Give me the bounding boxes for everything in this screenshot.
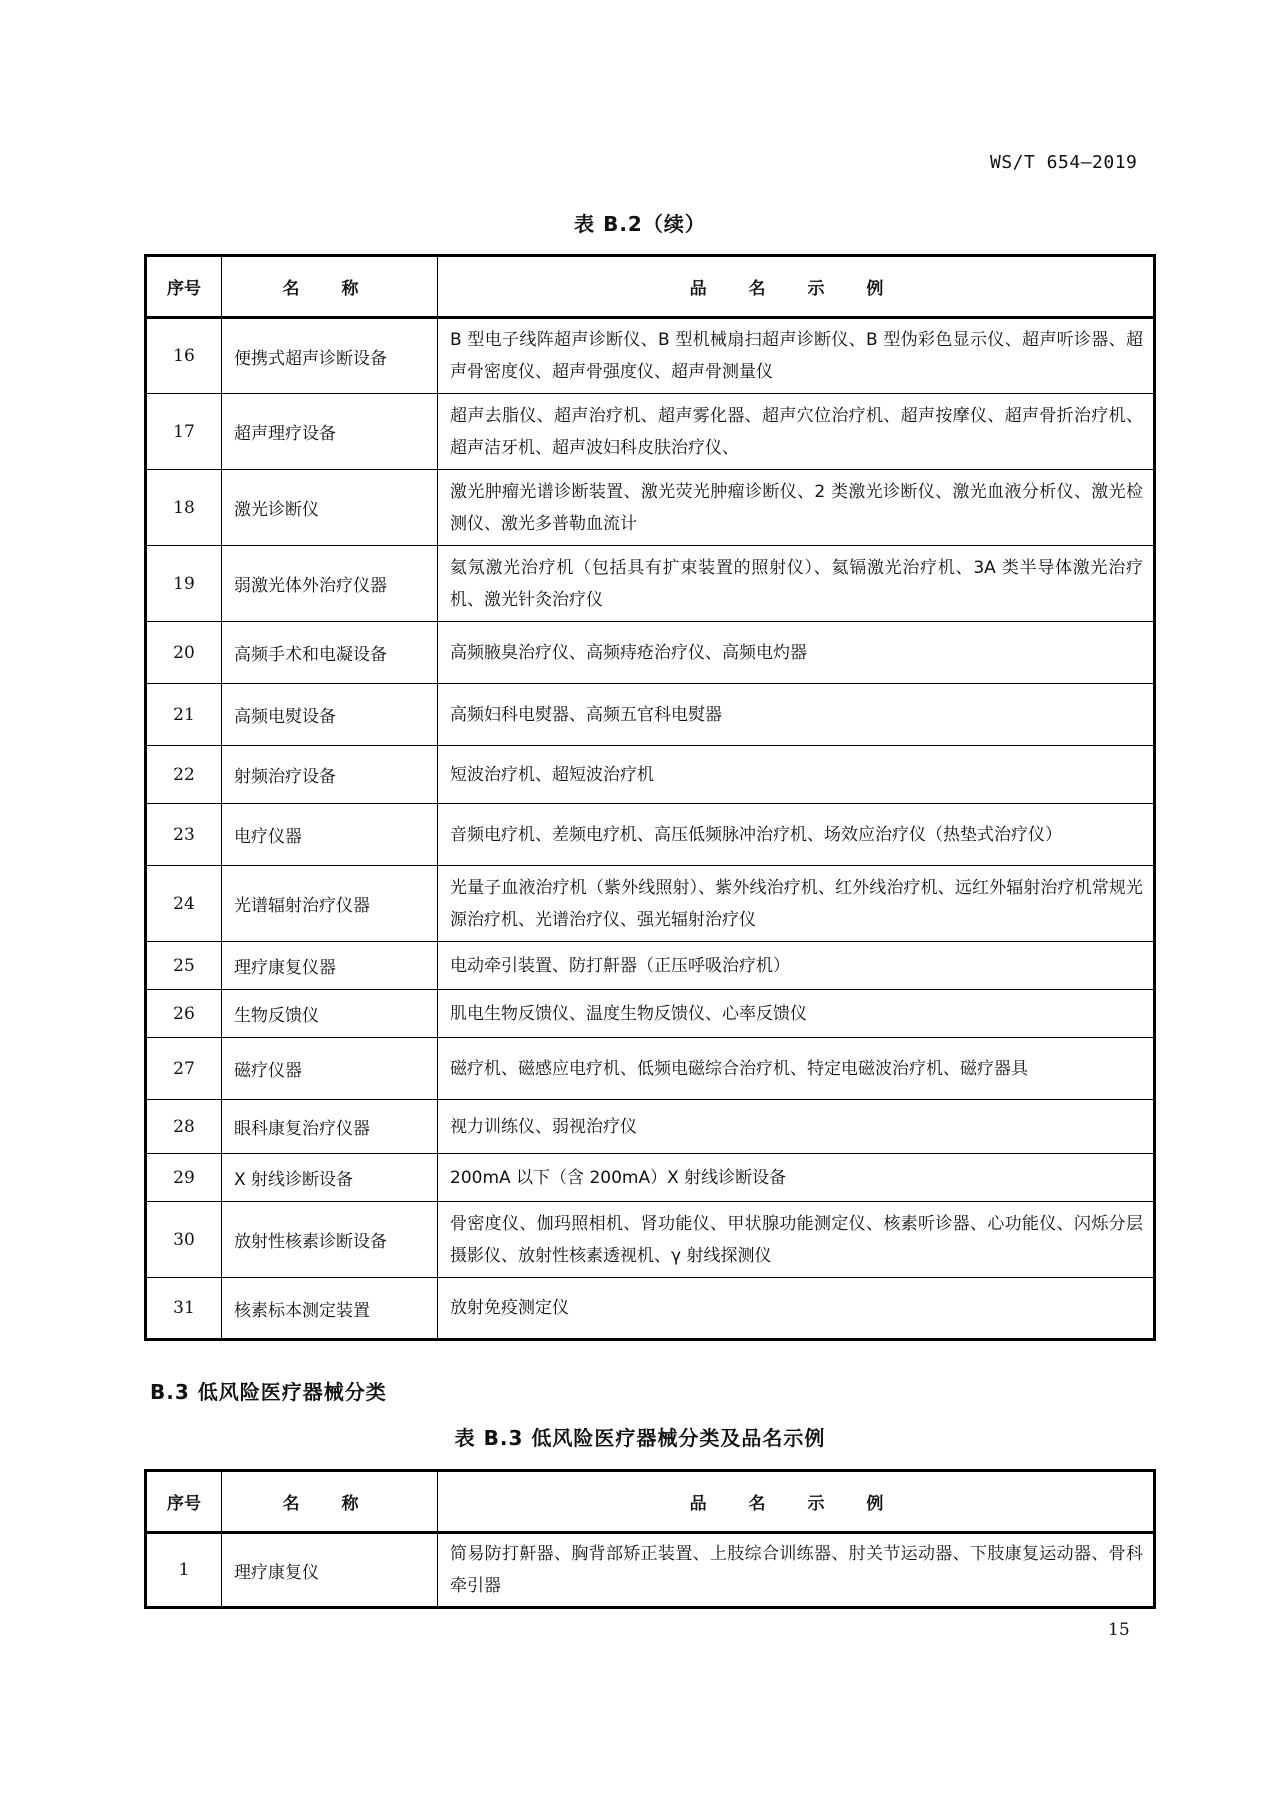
table-header-row	[146, 1471, 1155, 1533]
row-number: 24	[146, 866, 222, 942]
device-name: 高频电熨设备	[222, 684, 438, 746]
table-row	[146, 684, 1155, 746]
product-examples: 电动牵引装置、防打鼾器（正压呼吸治疗机）	[438, 942, 1155, 990]
table-row	[146, 1038, 1155, 1100]
table-row	[146, 1278, 1155, 1340]
table-row	[146, 866, 1155, 942]
table-row	[146, 990, 1155, 1038]
row-number: 23	[146, 804, 222, 866]
device-name: 便携式超声诊断设备	[222, 318, 438, 394]
table-b2	[144, 254, 1156, 1341]
table-row	[146, 622, 1155, 684]
row-number: 26	[146, 990, 222, 1038]
row-number: 31	[146, 1278, 222, 1340]
device-name: 高频手术和电凝设备	[222, 622, 438, 684]
device-name: 光谱辐射治疗仪器	[222, 866, 438, 942]
column-header-number: 序号	[146, 1471, 222, 1533]
column-header-name: 名 称	[222, 256, 438, 318]
device-name: 理疗康复仪	[222, 1533, 438, 1608]
section-heading-b3: B.3 低风险医疗器械分类	[150, 1380, 387, 1404]
column-header-examples: 品 名 示 例	[438, 256, 1155, 318]
row-number: 30	[146, 1202, 222, 1278]
row-number: 16	[146, 318, 222, 394]
table-caption-b3: 表 B.3 低风险医疗器械分类及品名示例	[454, 1426, 826, 1450]
table-row	[146, 546, 1155, 622]
table-caption-b2: 表 B.2（续）	[574, 212, 706, 236]
product-examples: B 型电子线阵超声诊断仪、B 型机械扇扫超声诊断仪、B 型伪彩色显示仪、超声听诊器、超声骨密度仪、超声骨强度仪、超声骨测量仪	[438, 318, 1155, 394]
table-row	[146, 470, 1155, 546]
row-number: 29	[146, 1154, 222, 1202]
product-examples: 高频腋臭治疗仪、高频痔疮治疗仪、高频电灼器	[438, 622, 1155, 684]
table-row	[146, 1533, 1155, 1608]
row-number: 20	[146, 622, 222, 684]
product-examples: 超声去脂仪、超声治疗机、超声雾化器、超声穴位治疗机、超声按摩仪、超声骨折治疗机、超声洁牙机、超声波妇科皮肤治疗仪、	[438, 394, 1155, 470]
device-name: 弱激光体外治疗仪器	[222, 546, 438, 622]
device-name: 超声理疗设备	[222, 394, 438, 470]
device-name: 核素标本测定装置	[222, 1278, 438, 1340]
table-b3	[144, 1469, 1156, 1609]
product-examples: 放射免疫测定仪	[438, 1278, 1155, 1340]
product-examples: 氦氖激光治疗机（包括具有扩束装置的照射仪）、氦镉激光治疗机、3A 类半导体激光治疗机、激光针灸治疗仪	[438, 546, 1155, 622]
product-examples: 音频电疗机、差频电疗机、高压低频脉冲治疗机、场效应治疗仪（热垫式治疗仪）	[438, 804, 1155, 866]
table-row	[146, 942, 1155, 990]
product-examples: 肌电生物反馈仪、温度生物反馈仪、心率反馈仪	[438, 990, 1155, 1038]
row-number: 28	[146, 1100, 222, 1154]
row-number: 27	[146, 1038, 222, 1100]
table-body	[146, 318, 1155, 1340]
column-header-number: 序号	[146, 256, 222, 318]
device-name: 放射性核素诊断设备	[222, 1202, 438, 1278]
product-examples: 骨密度仪、伽玛照相机、肾功能仪、甲状腺功能测定仪、核素听诊器、心功能仪、闪烁分层摄影仪、放射性核素透视机、γ 射线探测仪	[438, 1202, 1155, 1278]
device-name: 眼科康复治疗仪器	[222, 1100, 438, 1154]
column-header-examples: 品 名 示 例	[438, 1471, 1155, 1533]
table-row	[146, 1202, 1155, 1278]
table-row	[146, 318, 1155, 394]
row-number: 21	[146, 684, 222, 746]
product-examples: 高频妇科电熨器、高频五官科电熨器	[438, 684, 1155, 746]
column-header-name: 名 称	[222, 1471, 438, 1533]
device-name: 激光诊断仪	[222, 470, 438, 546]
table-row	[146, 746, 1155, 804]
row-number: 25	[146, 942, 222, 990]
row-number: 17	[146, 394, 222, 470]
product-examples: 光量子血液治疗机（紫外线照射）、紫外线治疗机、红外线治疗机、远红外辐射治疗机常规光源治疗机、光谱治疗仪、强光辐射治疗仪	[438, 866, 1155, 942]
device-name: 磁疗仪器	[222, 1038, 438, 1100]
table-body	[146, 1533, 1155, 1608]
page-number: 15	[1108, 1620, 1130, 1640]
product-examples: 短波治疗机、超短波治疗机	[438, 746, 1155, 804]
document-id: WS/T 654—2019	[990, 152, 1138, 173]
row-number: 19	[146, 546, 222, 622]
device-name: 射频治疗设备	[222, 746, 438, 804]
row-number: 18	[146, 470, 222, 546]
table-row	[146, 1100, 1155, 1154]
table-header-row	[146, 256, 1155, 318]
product-examples: 简易防打鼾器、胸背部矫正装置、上肢综合训练器、肘关节运动器、下肢康复运动器、骨科牵引器	[438, 1533, 1155, 1608]
product-examples: 磁疗机、磁感应电疗机、低频电磁综合治疗机、特定电磁波治疗机、磁疗器具	[438, 1038, 1155, 1100]
device-name: 生物反馈仪	[222, 990, 438, 1038]
row-number: 1	[146, 1533, 222, 1608]
product-examples: 激光肿瘤光谱诊断装置、激光荧光肿瘤诊断仪、2 类激光诊断仪、激光血液分析仪、激光检测仪、激光多普勒血流计	[438, 470, 1155, 546]
product-examples: 200mA 以下（含 200mA）X 射线诊断设备	[438, 1154, 1155, 1202]
device-name: X 射线诊断设备	[222, 1154, 438, 1202]
table-row	[146, 1154, 1155, 1202]
device-name: 理疗康复仪器	[222, 942, 438, 990]
product-examples: 视力训练仪、弱视治疗仪	[438, 1100, 1155, 1154]
table-row	[146, 394, 1155, 470]
row-number: 22	[146, 746, 222, 804]
table-row	[146, 804, 1155, 866]
device-name: 电疗仪器	[222, 804, 438, 866]
